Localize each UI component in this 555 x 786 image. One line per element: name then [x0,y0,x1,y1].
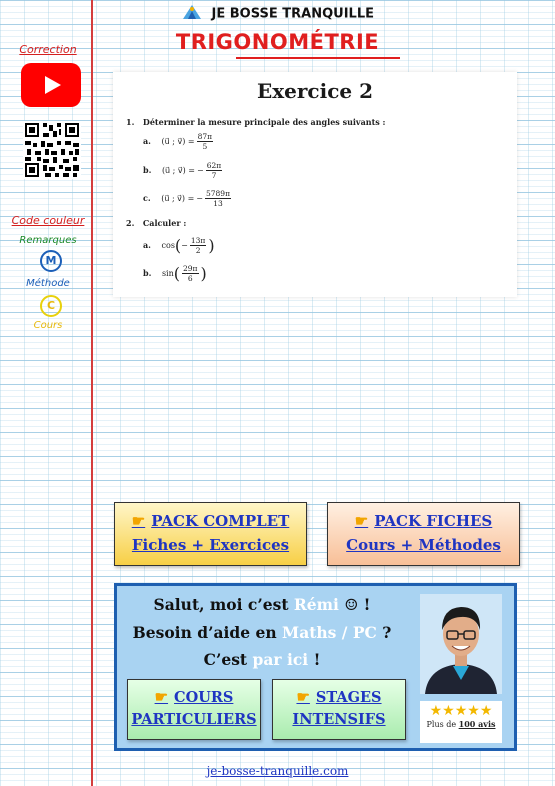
fraction [197,132,213,151]
item-label: b. [143,165,152,175]
page-title: TRIGONOMÉTRIE [175,30,380,54]
pack-complet-title: PACK COMPLET [151,512,290,530]
five-stars-icon: ★★★★★ [429,703,493,719]
promo-line-1 [117,595,407,614]
item-label: a. [143,136,151,146]
promo-text: C’est [203,650,253,669]
question-1-number: 1. [126,117,135,127]
item-label: b. [143,268,152,278]
methode-label: Méthode [26,278,70,289]
reviews-count: 100 avis [458,719,496,729]
tutor-avatar [420,594,502,694]
function-name: cos [161,241,175,250]
question-1 [126,117,386,127]
par-ici-link[interactable]: par ici [252,650,309,669]
promo-line-2 [117,623,407,642]
sign: − [181,241,188,250]
denominator: 6 [187,274,193,283]
denominator: 2 [195,246,201,255]
pack-fiches-title: PACK FICHES [374,512,493,530]
pointing-hand-icon: ☛ [296,688,310,706]
promo-line-3 [117,650,407,669]
angle-expression: (u⃗ ; v⃗) = [161,137,195,146]
button-label: INTENSIFS [292,711,386,728]
fraction [206,161,222,180]
question-1-text: Déterminer la mesure principale des angles suivants : [142,117,386,127]
angle-expression: (u⃗ ; v⃗) = [161,166,196,175]
function-name: sin [161,269,174,278]
numerator: 13π [190,236,206,245]
promo-text: ☺ ! [338,595,371,614]
numerator: 87π [197,132,213,141]
button-label: PARTICULIERS [131,711,257,728]
website-link[interactable]: je-bosse-tranquille.com [206,764,349,778]
question-2-number: 2. [126,218,135,228]
cours-particuliers-button[interactable] [127,679,261,740]
correction-label: Correction [19,43,77,56]
sign: − [196,194,203,203]
numerator: 29π [183,264,198,273]
denominator: 5 [202,142,208,151]
qr-code-icon [23,121,81,179]
fraction [182,264,198,283]
remarques-label: Remarques [19,235,77,246]
exercise-card [113,72,517,297]
brand-name: JE BOSSE TRANQUILLE [211,6,374,22]
exercise-title: Exercice 2 [257,79,373,103]
question-1b [143,161,224,180]
rating-badge [420,701,502,743]
fraction [205,189,231,208]
pack-complet-subtitle: Fiches + Exercices [131,536,290,554]
item-label: c. [143,193,151,203]
button-label: COURS [174,689,234,706]
title-underline [236,57,400,59]
brand-logo-icon [181,3,203,25]
subject-highlight: Maths / PC [282,623,377,642]
pack-complet-button[interactable] [114,502,307,566]
question-1c [143,189,233,208]
color-code-label: Code couleur [11,214,85,227]
methode-badge-icon: M [40,250,62,272]
fraction [190,236,206,255]
question-2a [143,236,215,255]
sign: − [197,166,204,175]
brand-header[interactable] [0,3,555,25]
promo-text: Besoin d’aide en [132,623,283,642]
margin-line [91,0,93,786]
right-paren: ) [208,235,215,255]
angle-expression: (u⃗ ; v⃗) = [161,194,195,203]
pointing-hand-icon: ☛ [131,512,146,530]
pointing-hand-icon: ☛ [154,688,169,706]
cours-badge-icon: C [40,295,62,317]
cours-label: Cours [33,320,63,331]
stages-intensifs-button[interactable] [272,679,406,740]
question-1a [143,132,215,151]
item-label: a. [143,240,151,250]
left-paren: ( [174,235,182,255]
youtube-play-icon[interactable] [21,63,81,107]
numerator: 62π [206,161,222,170]
promo-text: ! [308,650,321,669]
left-paren: ( [173,263,181,283]
promo-text: Salut, moi c’est [153,595,294,614]
question-2-text: Calculer : [142,218,187,228]
tutor-name: Rémi [293,595,339,614]
denominator: 13 [213,199,223,208]
button-label: STAGES [315,689,382,706]
right-paren: ) [200,263,207,283]
reviews-text [420,719,502,729]
reviews-prefix: Plus de [426,720,459,729]
promo-text: ? [376,623,392,642]
question-2b [143,264,207,283]
pointing-hand-icon: ☛ [354,512,369,530]
tutor-promo-box [114,583,517,751]
question-2 [126,218,186,228]
pack-fiches-subtitle: Cours + Méthodes [346,536,501,554]
numerator: 5789π [205,189,231,198]
pack-fiches-button[interactable] [327,502,520,566]
denominator: 7 [211,171,217,180]
